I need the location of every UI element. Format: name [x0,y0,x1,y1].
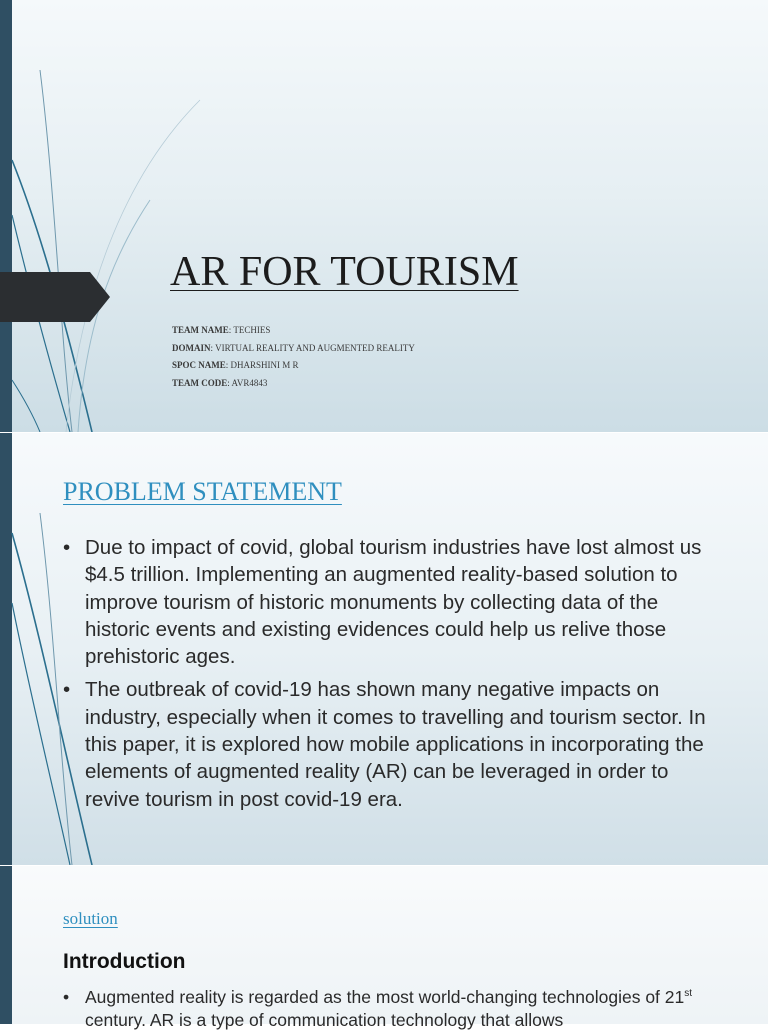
bullet-icon: • [63,678,71,702]
meta-row-team-name [172,322,415,340]
bullet-text-part: Augmented reality is regarded as the most world-changing technologies of 21 [85,987,685,1007]
meta-value: : AVR4843 [227,377,268,388]
left-edge-bar [0,866,12,1024]
list-item [63,676,713,812]
problem-bullet-list [63,534,713,819]
superscript: st [684,988,693,1000]
meta-key: TEAM NAME [172,325,229,335]
meta-value: : VIRTUAL REALITY AND AUGMENTED REALITY [210,342,415,353]
meta-row-spoc-name [172,357,415,375]
meta-key: SPOC NAME [172,360,226,370]
page-title: AR FOR TOURISM [170,249,519,295]
title-slide [0,0,768,432]
team-meta [172,322,415,392]
intro-bullet-list [63,986,723,1032]
bullet-icon: • [63,987,70,1007]
solution-link[interactable]: solution [63,909,118,928]
bullet-icon: • [63,536,71,559]
section-heading[interactable]: PROBLEM STATEMENT [63,477,342,506]
meta-row-team-code [172,375,415,393]
meta-key: DOMAIN [172,342,211,353]
list-item [63,534,713,670]
bullet-text: The outbreak of covid-19 has shown many negative impacts on industry, especially when it comes to travelling and tourism sector. In this paper, it is explored how mobile applications in incorporating the elements of augmented reality (AR) can be leveraged in order to revive tourism in post covid-19 era. [85,678,706,811]
bullet-text: Due to impact of covid, global tourism industries have lost almost us $4.5 trillion. Implementing an augmented reality-based solution to improve tourism of historic monuments by collecting data of the historic events and existing evidences could help us relive those prehistoric ages. [85,536,702,669]
title-arrow-banner [0,272,110,322]
meta-value: : DHARSHINI M R [225,360,299,370]
meta-key: TEAM CODE [172,377,228,388]
bullet-text-part: century. AR is a type of communication technology that allows [85,1010,564,1030]
list-item [63,986,723,1032]
meta-value: : TECHIES [228,325,271,335]
intro-heading: Introduction [63,950,186,973]
meta-row-domain [172,340,415,358]
